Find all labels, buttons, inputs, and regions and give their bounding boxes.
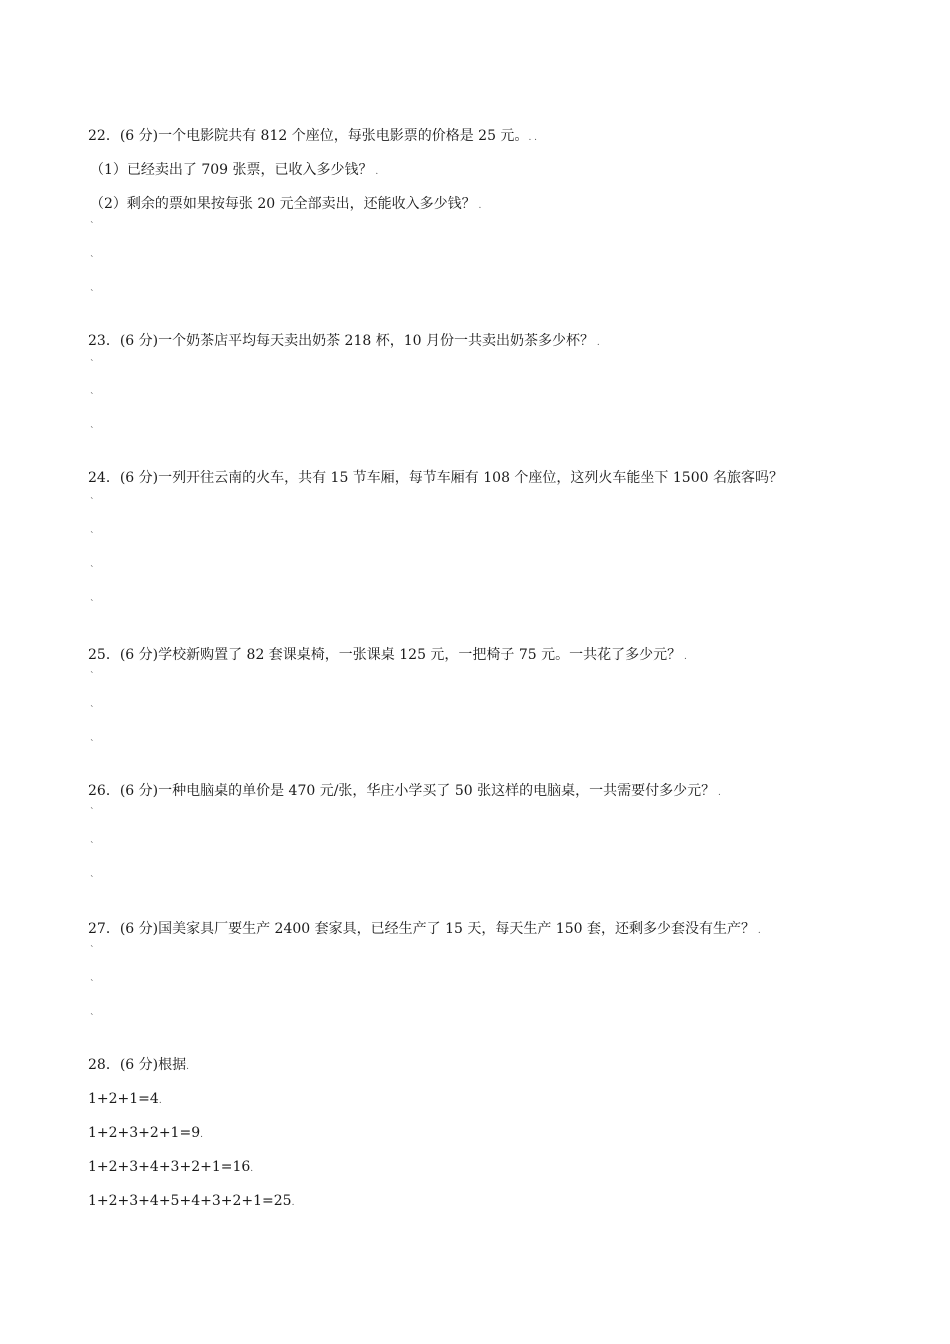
paragraph-mark: ˋ [90, 672, 95, 682]
paragraph-mark: ˋ [90, 876, 95, 886]
paragraph-mark: ˋ [90, 222, 95, 232]
equation-2: 1+2+3+2+1=9. [88, 1125, 203, 1141]
paragraph-mark: ˋ [90, 946, 95, 956]
paragraph-mark: ˋ [90, 256, 95, 266]
paragraph-mark: ˋ [90, 842, 95, 852]
question-22-stem: 22．(6 分)一个电影院共有 812 个座位，每张电影票的价格是 25 元。. . [88, 128, 538, 144]
equation-4: 1+2+3+4+5+4+3+2+1=25. [88, 1193, 295, 1209]
question-23-stem: 23．(6 分)一个奶茶店平均每天卖出奶茶 218 杯，10 月份一共卖出奶茶多少杯？ . [88, 333, 600, 349]
paragraph-mark: ˋ [90, 532, 95, 542]
question-27-stem: 27．(6 分)国美家具厂要生产 2400 套家具，已经生产了 15 天，每天生产 150 套，还剩多少套没有生产？ . [88, 921, 761, 937]
paragraph-mark: ˋ [90, 566, 95, 576]
paragraph-mark: ˋ [90, 427, 95, 437]
paragraph-mark: ˋ [90, 290, 95, 300]
equation-1: 1+2+1=4. [88, 1091, 162, 1107]
paragraph-mark: ˋ [90, 740, 95, 750]
paragraph-mark: ˋ [90, 360, 95, 370]
paragraph-mark: ˋ [90, 1014, 95, 1024]
paragraph-mark: ˋ [90, 808, 95, 818]
paragraph-mark: ˋ [90, 498, 95, 508]
paragraph-mark: ˋ [90, 393, 95, 403]
equation-3: 1+2+3+4+3+2+1=16. [88, 1159, 254, 1175]
question-24-stem: 24．(6 分)一列开往云南的火车，共有 15 节车厢，每节车厢有 108 个座位，这列火车能坐下 1500 名旅客吗？ [88, 470, 783, 486]
question-28-stem: 28．(6 分)根据. [88, 1057, 189, 1073]
question-22-part-1: （1）已经卖出了 709 张票，已收入多少钱？ . [90, 162, 379, 178]
paragraph-mark: ˋ [90, 706, 95, 716]
paragraph-mark: ˋ [90, 600, 95, 610]
paragraph-mark: ˋ [90, 980, 95, 990]
question-26-stem: 26．(6 分)一种电脑桌的单价是 470 元/张，华庄小学买了 50 张这样的电脑桌，一共需要付多少元？ . [88, 783, 721, 799]
question-22-part-2: （2）剩余的票如果按每张 20 元全部卖出，还能收入多少钱？ . [90, 196, 482, 212]
question-25-stem: 25．(6 分)学校新购置了 82 套课桌椅，一张课桌 125 元，一把椅子 75 元。一共花了多少元？ . [88, 647, 687, 663]
